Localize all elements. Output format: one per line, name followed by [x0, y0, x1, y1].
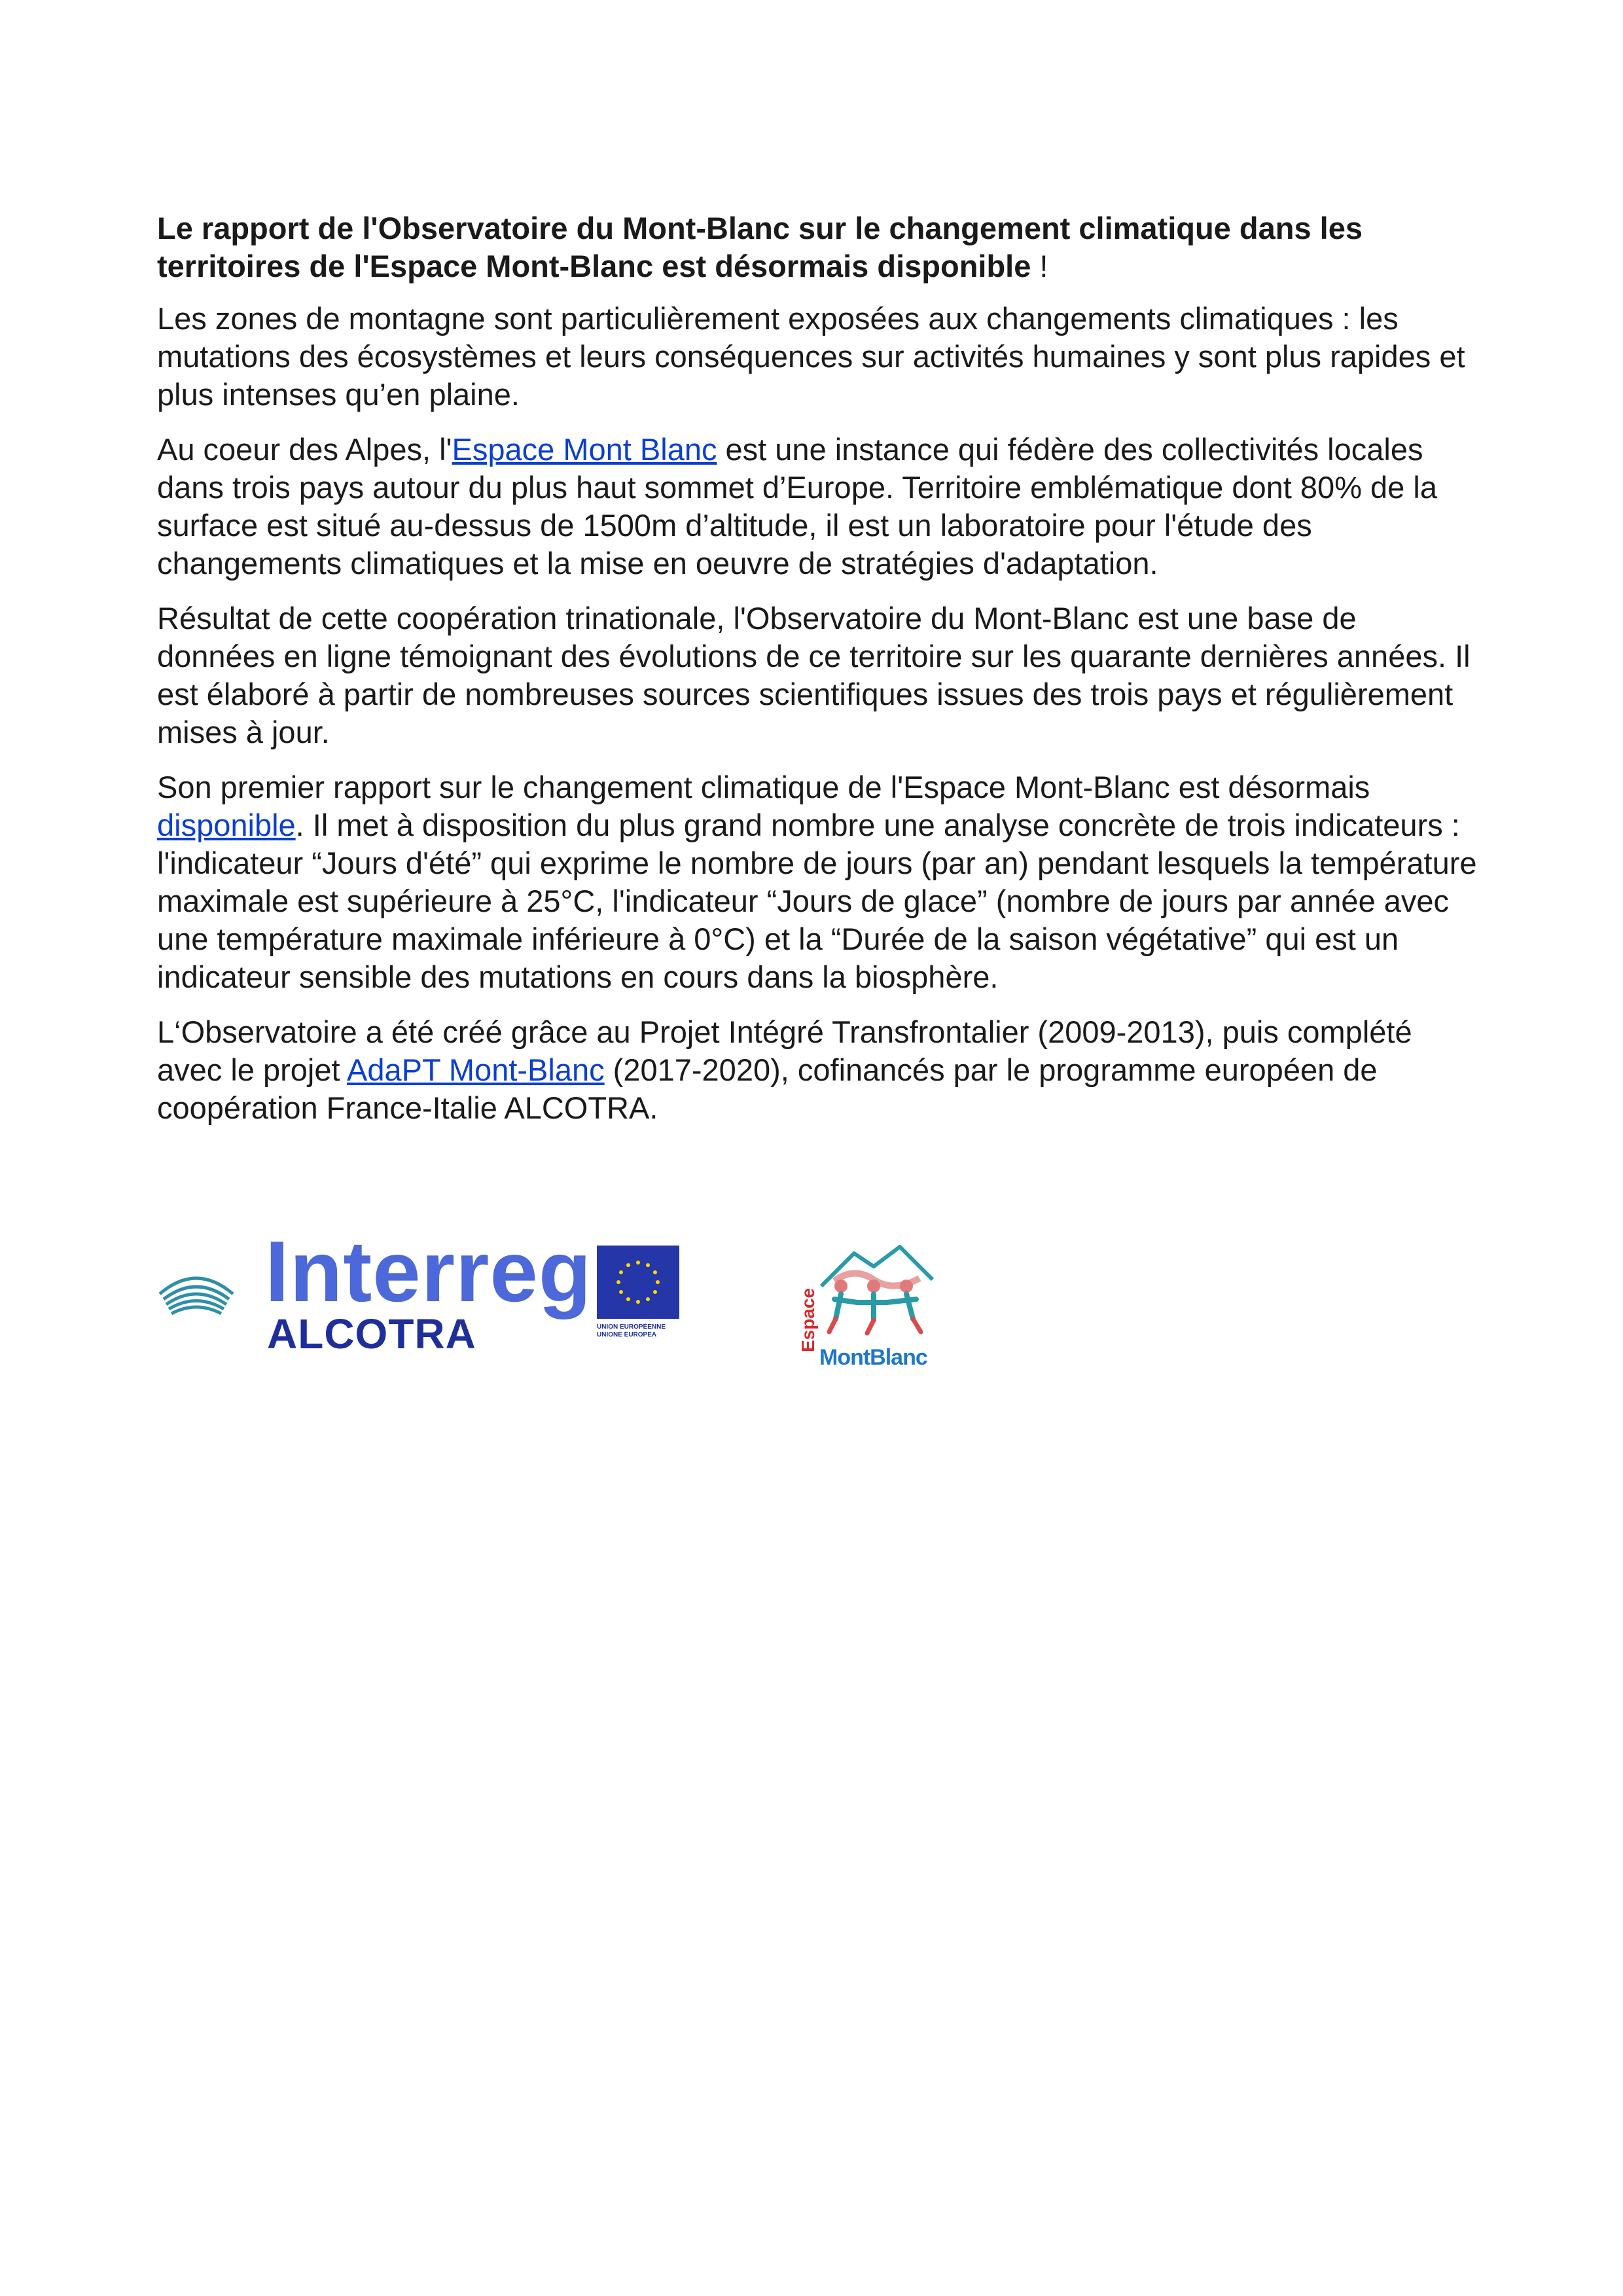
paragraph-4-end: . Il met à disposition du plus grand nombre une analyse concrète de trois indicateurs : l'indicateur “Jours d'été” qui exprime le nombre de jours (par an) pendant lesquels la température maximale est supérieure à 25°C, l'indicateur “Jours de glace” (nombre de jours par année avec une température maximale inférieure à 0°C) et la “Durée de la saison végétative” qui est un indicateur sensible des mutations en cours dans la biosphère. [157, 808, 1477, 994]
eu-label [597, 1323, 728, 1339]
paragraph-5-end: (2017-2020), cofinancés par le programme européen de coopération France-Italie ALCOTRA. [157, 1052, 1378, 1125]
paragraph-5 [157, 1013, 1479, 1127]
paragraph-3: Résultat de cette coopération trinationale, l'Observatoire du Mont-Blanc est une base de données en ligne témoignant des évolutions de ce territoire sur les quarante dernières années. Il est élaboré à partir de nombreuses sources scientifiques issues des trois pays et régulièrement mises à jour. [157, 601, 1471, 749]
interreg-wave-icon [157, 1268, 236, 1320]
paragraph-1: Les zones de montagne sont particulièrement exposées aux changements climatiques : les mutations des écosystèmes et leurs conséquences sur activités humaines y sont plus rapides et plus intenses qu’en plaine. [157, 301, 1465, 412]
eu-label-fr: UNION EUROPÉENNE [597, 1323, 666, 1331]
alcotra-wordmark: ALCOTRA [267, 1310, 476, 1357]
eu-flag-icon [597, 1246, 679, 1319]
paragraph-5-start: L‘Observatoire a été créé grâce au Projet Intégré Transfrontalier (2009-2013), puis complété avec le projet [157, 1014, 1412, 1087]
article-title [157, 209, 1479, 285]
paragraph-4 [157, 768, 1479, 996]
paragraph-4-start: Son premier rapport sur le changement climatique de l'Espace Mont-Blanc est désormais [157, 770, 1370, 804]
espace-mont-blanc-link[interactable]: Espace Mont Blanc [452, 432, 717, 467]
title-text: Le rapport de l'Observatoire du Mont-Blanc sur le changement climatique dans les territoires de l'Espace Mont-Blanc est désormais disponible [157, 211, 1363, 283]
interreg-wordmark: Interreg [265, 1223, 592, 1319]
paragraph-2 [157, 431, 1479, 583]
article [157, 209, 1479, 1144]
espace-mont-blanc-logo-icon [795, 1240, 952, 1345]
eu-label-it: UNIONE EUROPEA [597, 1331, 657, 1338]
espace-text: Espace [798, 1287, 818, 1353]
report-disponible-link[interactable]: disponible [157, 808, 296, 842]
partner-logos [157, 1223, 1008, 1371]
paragraph-2-start: Au coeur des Alpes, l' [157, 432, 452, 467]
adapt-mont-blanc-link[interactable]: AdaPT Mont-Blanc [347, 1052, 605, 1087]
montblanc-wordmark: MontBlanc [819, 1345, 927, 1370]
espace-wordmark [798, 1274, 818, 1372]
paragraph-2-end: est une instance qui fédère des collectivités locales dans trois pays autour du plus haut sommet d’Europe. Territoire emblématique dont 80% de la surface est situé au-dessus de 1500m d’altitude, il est un laboratoire pour l'étude des changements climatiques et la mise en oeuvre de stratégies d'adaptation. [157, 432, 1437, 581]
title-exclamation: ! [1031, 249, 1048, 283]
